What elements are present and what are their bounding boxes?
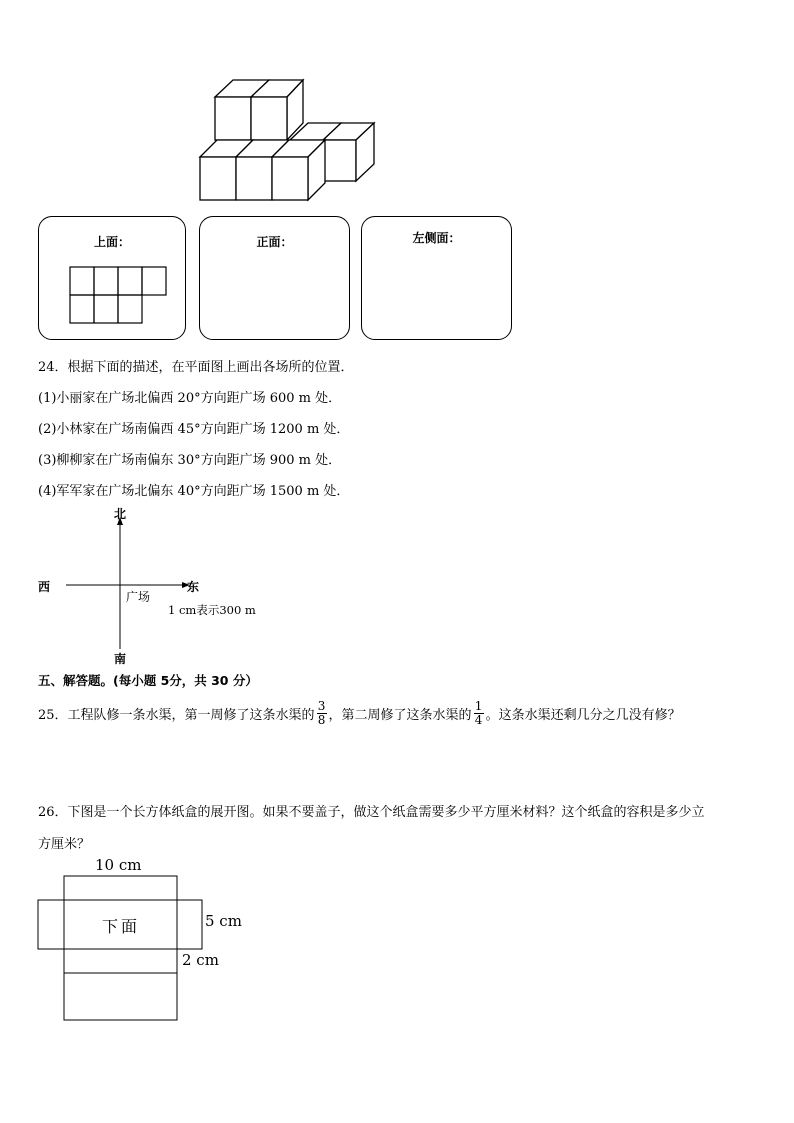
scale-label: 1 cm表示300 m [168,603,256,617]
q25-fraction-1-den: 8 [317,713,326,727]
q25-fraction-1 [317,700,327,727]
net-side-label: 5 cm [205,912,242,930]
section5-heading: 五、解答题。(每小题 5分，共 30 分） [38,673,258,688]
q26-line-2: 方厘米？ [38,837,91,852]
net-height-label: 2 cm [182,951,219,969]
left-view-box[interactable] [361,216,512,340]
compass-west-label: 西 [38,580,51,594]
compass-north-label: 北 [114,507,127,521]
q25-fraction-1-num: 3 [317,699,326,713]
q25-fraction-2-den: 4 [474,713,483,727]
net-width-label: 10 cm [95,856,142,874]
compass-diagram [58,515,208,655]
net-bottom-face-label: 下面 [102,917,141,936]
front-view-box[interactable] [199,216,350,340]
plaza-label: 广场 [126,590,151,604]
q24-item-1: (1)小丽家在广场北偏西 20°方向距广场 600 m 处． [38,391,342,406]
q25-part1: 25．工程队修一条水渠，第一周修了这条水渠的 [38,708,315,723]
q25-part3: 。这条水渠还剩几分之几没有修？ [485,708,681,723]
q25-part2: ，第二周修了这条水渠的 [328,708,472,723]
box-net-diagram [36,872,206,1024]
q25-text [38,700,681,727]
q24-item-2: (2)小林家在广场南偏西 45°方向距广场 1200 m 处． [38,422,350,437]
q25-fraction-2 [474,700,484,727]
q24-title: 24．根据下面的描述，在平面图上画出各场所的位置． [38,360,354,375]
top-view-title: 上面： [93,235,130,249]
compass-east-label: 东 [187,580,200,594]
left-view-title: 左侧面： [412,231,461,245]
q26-line-1: 26．下图是一个长方体纸盒的展开图。如果不要盖子，做这个纸盒需要多少平方厘米材料？这个纸盒的容积是多少立 [38,805,705,820]
compass-south-label: 南 [114,652,127,666]
front-view-title: 正面： [256,235,293,249]
q25-fraction-2-num: 1 [474,699,483,713]
q24-item-4: (4)军军家在广场北偏东 40°方向距广场 1500 m 处． [38,484,350,499]
top-view-grid [69,266,169,326]
top-view-box[interactable] [38,216,186,340]
cube-stack-figure [195,75,385,205]
q24-item-3: (3)柳柳家在广场南偏东 30°方向距广场 900 m 处． [38,453,342,468]
